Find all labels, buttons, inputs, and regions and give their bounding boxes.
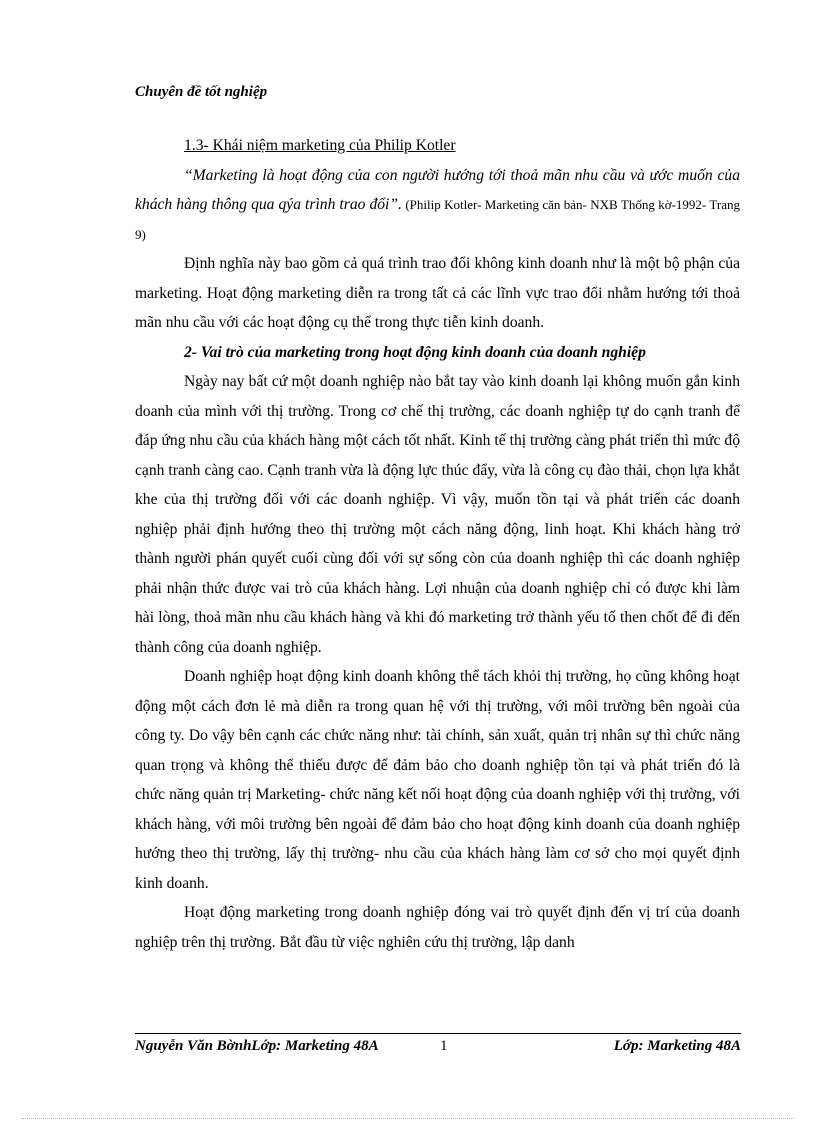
paragraph: Định nghĩa này bao gồm cả quá trình trao đổi không kinh doanh như là một bộ phận của marketing. Hoạt động marketing diễn ra trong tất cả các lĩnh vực trao đổi nhằm hướng tới thoả mãn nhu cầu với các hoạt động cụ thể trong thực tiễn kinh doanh.: [135, 255, 740, 331]
kotler-quote: “Marketing là hoạt động của con người hướng tới thoả mãn nhu cầu và ước muốn của khách hàng thông qua qýa trình trao đổi”.: [135, 166, 740, 213]
paragraph: Ngày nay bất cứ một doanh nghiệp nào bắt tay vào kinh doanh lại không muốn gắn kinh doanh của mình với thị trường. Trong cơ chế thị trường, các doanh nghiệp tự do cạnh tranh để đáp ứng nhu cầu của khách hàng một cách tốt nhất. Kinh tế thị trường càng phát triển thì mức độ cạnh tranh càng cao. Cạnh tranh vừa là động lực thúc đẩy, vừa là công cụ đào thải, chọn lựa khắt khe của thị trường đối với các doanh nghiệp. Vì vậy, muốn tồn tại và phát triển các doanh nghiệp phải định hướng theo thị trường một cách năng động, linh hoạt. Khi khách hàng trở thành người phán quyết cuối cùng đối với sự sống còn của doanh nghiệp thì các doanh nghiệp phải nhận thức được vai trò của khách hàng. Lợi nhuận của doanh nghiệp chỉ có được khi làm hài lòng, thoả mãn nhu cầu khách hàng và khi đó marketing trở thành yếu tố then chốt để đi đến thành công của doanh nghiệp.: [135, 373, 740, 656]
footer-author: Nguyễn Văn BờnhLớp: Marketing 48A: [135, 1038, 379, 1054]
page-header: Chuyên đề tốt nghiệp: [135, 84, 268, 100]
section-heading-1-3: 1.3- Khái niệm marketing của Philip Kotler: [184, 137, 456, 154]
quote-paragraph: [135, 161, 740, 250]
paragraph: Doanh nghiệp hoạt động kinh doanh không thể tách khỏi thị trường, họ cũng không hoạt động một cách đơn lẻ mà diễn ra trong quan hệ với thị trường, với môi trường bên ngoài của công ty. Do vậy bên cạnh các chức năng như: tài chính, sản xuất, quản trị nhân sự thì chức năng quan trọng và không thể thiếu được để đảm bảo cho doanh nghiệp tồn tại và phát triển đó là chức năng quản trị Marketing- chức năng kết nối hoạt động của doanh nghiệp với thị trường, với khách hàng, với môi trường bên ngoài để đảm bảo cho hoạt động kinh doanh của doanh nghiệp hướng theo thị trường, lấy thị trường- nhu cầu của khách hàng làm cơ sở cho mọi quyết định kinh doanh.: [135, 668, 740, 892]
quote-citation: (Philip Kotler- Marketing căn bản- NXB Thống kờ-1992- Trang 9): [135, 197, 740, 242]
page-footer: [135, 1038, 741, 1062]
paragraph: Hoạt động marketing trong doanh nghiệp đóng vai trò quyết định đến vị trí của doanh nghiệp trên thị trường. Bắt đầu từ việc nghiên cứu thị trường, lập danh: [135, 904, 740, 951]
page-break-divider: [22, 1118, 794, 1119]
document-body: [135, 131, 740, 957]
footer-class: Lớp: Marketing 48A: [613, 1038, 741, 1054]
page-number: 1: [440, 1038, 448, 1054]
section-heading-2: 2- Vai trò của marketing trong hoạt động kinh doanh của doanh nghiệp: [184, 343, 646, 361]
footer-divider: [135, 1033, 741, 1034]
